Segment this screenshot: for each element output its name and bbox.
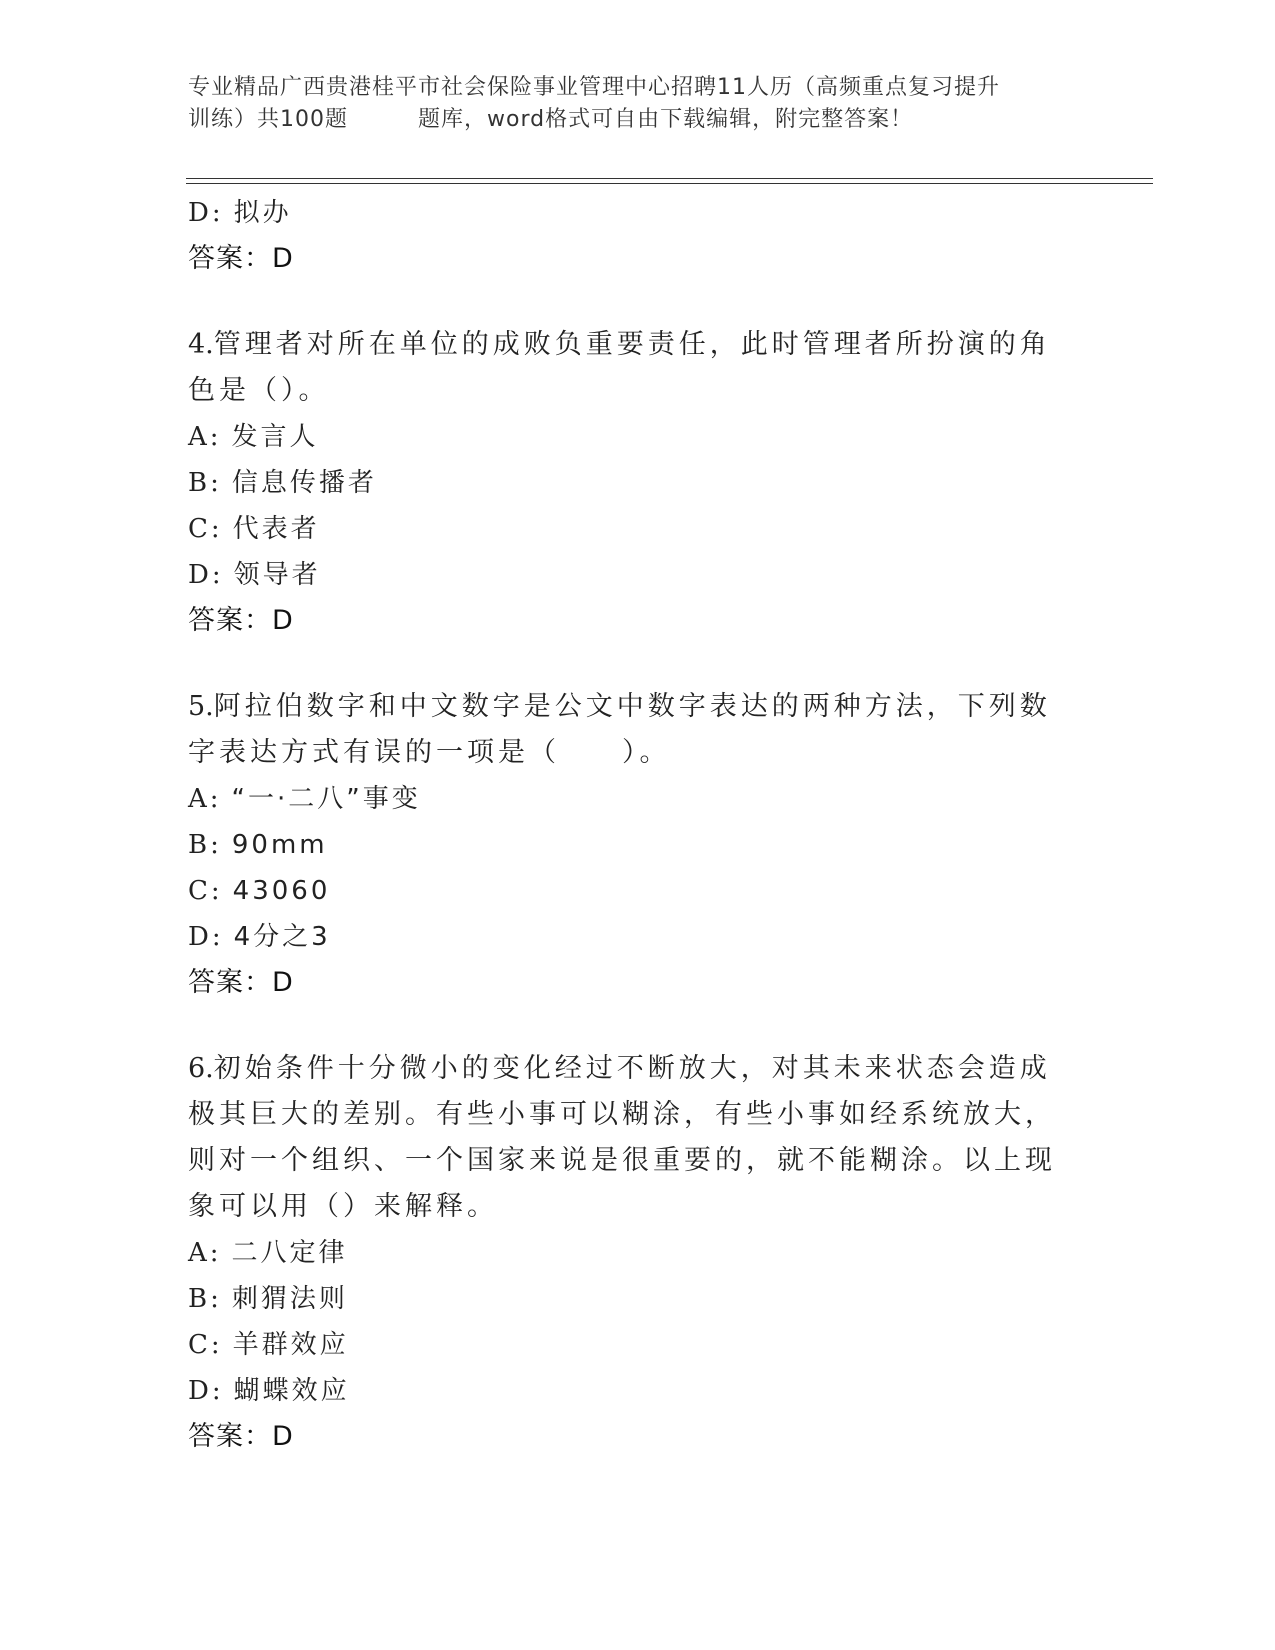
option-text: 刺猬法则: [231, 1284, 348, 1314]
option-d-continued: [188, 190, 1068, 236]
header-line-1: 专业精品广西贵港桂平市社会保险事业管理中心招聘11人历（高频重点复习提升: [188, 75, 1000, 100]
option-text: “一·二八”事变: [231, 784, 421, 814]
option-d: [188, 1368, 1068, 1414]
question-4: [188, 322, 1068, 414]
option-label: B:: [188, 1284, 222, 1314]
option-label: B:: [188, 468, 222, 498]
question-text: 初始条件十分微小的变化经过不断放大，对其未来状态会造成极其巨大的差别。有些小事可以糊涂，有些小事如经系统放大，则对一个组织、一个国家来说是很重要的，就不能糊涂。以上现象可以用（）来解释。: [188, 1053, 1056, 1222]
header-line-2a: 训练）共100题: [188, 107, 348, 132]
answer: 答案：D: [188, 605, 294, 636]
question-text: 管理者对所在单位的成败负重要责任，此时管理者所扮演的角色是（）。: [188, 329, 1051, 406]
option-label: D:: [188, 1376, 224, 1406]
question-number: 6.: [188, 1053, 214, 1084]
option-label: C:: [188, 1330, 223, 1360]
option-d: [188, 914, 1068, 960]
option-text: 90mm: [231, 830, 328, 860]
option-text: 二八定律: [231, 1238, 348, 1268]
option-a: [188, 414, 1068, 460]
option-label: A:: [188, 784, 222, 814]
option-text: 信息传播者: [231, 468, 377, 498]
option-c: [188, 1322, 1068, 1368]
option-label: D:: [188, 560, 224, 590]
option-text: 代表者: [232, 514, 320, 544]
option-a: [188, 776, 1068, 822]
option-label: A:: [188, 422, 222, 452]
option-label: A:: [188, 1238, 222, 1268]
document-header: [188, 72, 1088, 136]
option-text: 羊群效应: [232, 1330, 349, 1360]
option-text: 4分之3: [233, 922, 331, 952]
question-text: 阿拉伯数字和中文数字是公文中数字表达的两种方法，下列数字表达方式有误的一项是（ ）。: [188, 691, 1051, 768]
answer-continued: 答案：D: [188, 243, 294, 274]
answer: 答案：D: [188, 1421, 294, 1452]
option-text: 蝴蝶效应: [233, 1376, 350, 1406]
option-label: C:: [188, 876, 223, 906]
option-d: [188, 552, 1068, 598]
question-number: 5.: [188, 691, 214, 722]
option-b: [188, 460, 1068, 506]
header-rule-top: [186, 178, 1153, 179]
answer: 答案：D: [188, 967, 294, 998]
option-label: D:: [188, 198, 224, 228]
option-label: D:: [188, 922, 224, 952]
option-text: 发言人: [231, 422, 319, 452]
question-5: [188, 684, 1068, 776]
option-b: [188, 1276, 1068, 1322]
header-rule-bottom: [186, 183, 1153, 184]
option-text: 拟办: [233, 198, 292, 228]
document-body: [188, 190, 1068, 1460]
question-6: [188, 1046, 1068, 1230]
option-text: 领导者: [233, 560, 321, 590]
option-label: C:: [188, 514, 223, 544]
option-a: [188, 1230, 1068, 1276]
header-line-2b: 题库，word格式可自由下载编辑，附完整答案！: [418, 107, 914, 132]
option-text: 43060: [232, 876, 331, 906]
option-c: [188, 868, 1068, 914]
question-number: 4.: [188, 329, 214, 360]
option-b: [188, 822, 1068, 868]
option-c: [188, 506, 1068, 552]
option-label: B:: [188, 830, 222, 860]
